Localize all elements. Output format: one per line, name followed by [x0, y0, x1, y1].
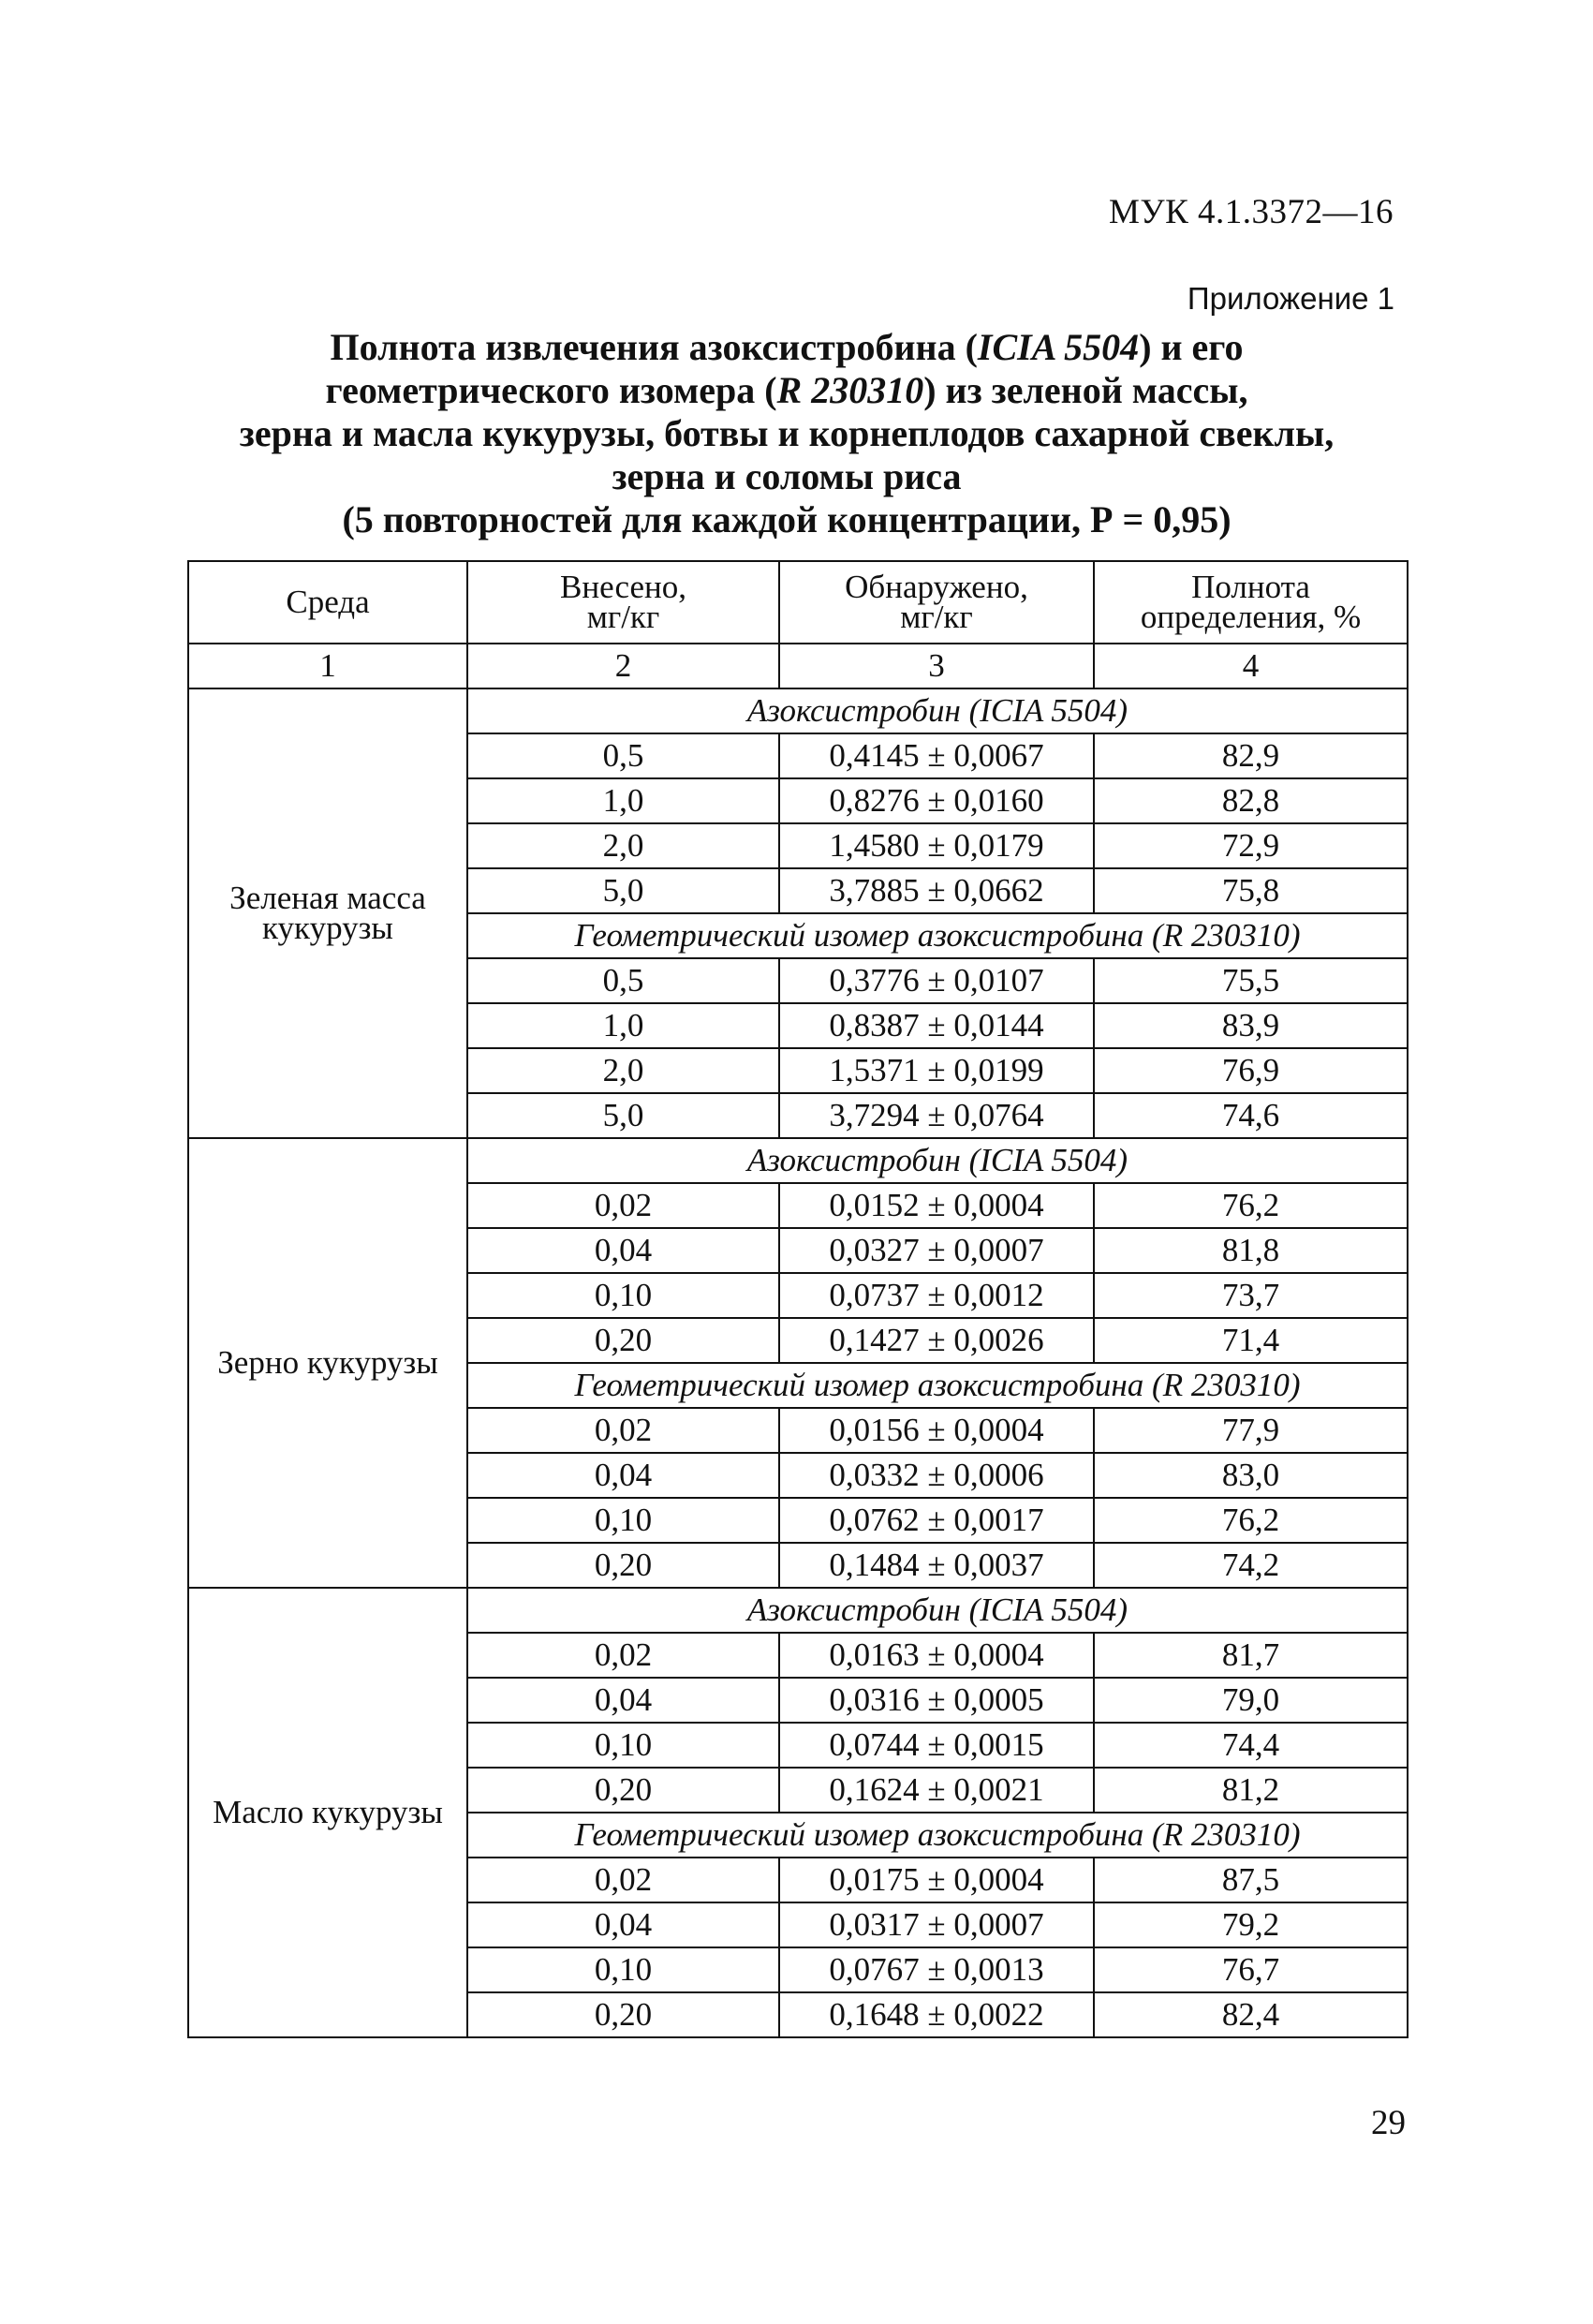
- found-cell: 0,8276 ± 0,0160: [779, 778, 1094, 823]
- subsection-label: Геометрический изомер азоксистробина (R 230310): [467, 1363, 1408, 1408]
- added-cell: 0,20: [467, 1543, 779, 1588]
- added-cell: 0,02: [467, 1858, 779, 1902]
- table-title: [150, 326, 1423, 541]
- header-medium: Среда: [188, 561, 467, 644]
- recovery-cell: 76,7: [1094, 1947, 1408, 1992]
- found-cell: 0,0327 ± 0,0007: [779, 1228, 1094, 1273]
- subsection-label: Азоксистробин (ICIA 5504): [467, 688, 1408, 733]
- subsection-label: Азоксистробин (ICIA 5504): [467, 1588, 1408, 1633]
- header-added: Внесено, мг/кг: [467, 561, 779, 644]
- title-line-4: зерна и соломы риса: [612, 455, 962, 497]
- subsection-label: Геометрический изомер азоксистробина (R 230310): [467, 913, 1408, 958]
- added-cell: 0,20: [467, 1992, 779, 2037]
- column-number: 3: [779, 644, 1094, 688]
- appendix-label: Приложение 1: [1187, 281, 1394, 316]
- found-cell: 0,0152 ± 0,0004: [779, 1183, 1094, 1228]
- found-cell: 0,0737 ± 0,0012: [779, 1273, 1094, 1318]
- found-cell: 0,1624 ± 0,0021: [779, 1768, 1094, 1813]
- header-found: Обнаружено, мг/кг: [779, 561, 1094, 644]
- found-cell: 0,0175 ± 0,0004: [779, 1858, 1094, 1902]
- recovery-cell: 81,8: [1094, 1228, 1408, 1273]
- table-body: [188, 688, 1408, 2037]
- recovery-cell: 74,6: [1094, 1093, 1408, 1138]
- added-cell: 0,04: [467, 1902, 779, 1947]
- subsection-row: [188, 688, 1408, 733]
- title-line-1: Полнота извлечения азоксистробина (ICIA 5504) и его: [330, 326, 1244, 368]
- title-line-2: геометрического изомера (R 230310) из зеленой массы,: [325, 369, 1248, 411]
- found-cell: 0,1648 ± 0,0022: [779, 1992, 1094, 2037]
- subsection-row: [188, 1588, 1408, 1633]
- added-cell: 0,10: [467, 1273, 779, 1318]
- added-cell: 0,10: [467, 1498, 779, 1543]
- recovery-cell: 82,9: [1094, 733, 1408, 778]
- added-cell: 0,04: [467, 1678, 779, 1723]
- recovery-cell: 73,7: [1094, 1273, 1408, 1318]
- found-cell: 3,7294 ± 0,0764: [779, 1093, 1094, 1138]
- medium-cell: Масло кукурузы: [188, 1588, 467, 2037]
- recovery-cell: 83,0: [1094, 1453, 1408, 1498]
- added-cell: 5,0: [467, 1093, 779, 1138]
- added-cell: 0,20: [467, 1318, 779, 1363]
- recovery-cell: 74,4: [1094, 1723, 1408, 1768]
- recovery-cell: 72,9: [1094, 823, 1408, 868]
- recovery-cell: 74,2: [1094, 1543, 1408, 1588]
- added-cell: 0,04: [467, 1453, 779, 1498]
- recovery-cell: 76,2: [1094, 1498, 1408, 1543]
- added-cell: 0,10: [467, 1723, 779, 1768]
- recovery-cell: 79,0: [1094, 1678, 1408, 1723]
- added-cell: 0,20: [467, 1768, 779, 1813]
- added-cell: 5,0: [467, 868, 779, 913]
- subsection-label: Геометрический изомер азоксистробина (R 230310): [467, 1813, 1408, 1858]
- document-code: МУК 4.1.3372—16: [1108, 193, 1394, 231]
- found-cell: 0,0317 ± 0,0007: [779, 1902, 1094, 1947]
- found-cell: 0,0767 ± 0,0013: [779, 1947, 1094, 1992]
- recovery-cell: 77,9: [1094, 1408, 1408, 1453]
- added-cell: 0,02: [467, 1183, 779, 1228]
- recovery-cell: 82,8: [1094, 778, 1408, 823]
- found-cell: 0,0316 ± 0,0005: [779, 1678, 1094, 1723]
- recovery-cell: 83,9: [1094, 1003, 1408, 1048]
- added-cell: 1,0: [467, 778, 779, 823]
- found-cell: 0,4145 ± 0,0067: [779, 733, 1094, 778]
- found-cell: 1,4580 ± 0,0179: [779, 823, 1094, 868]
- subsection-label: Азоксистробин (ICIA 5504): [467, 1138, 1408, 1183]
- added-cell: 0,02: [467, 1408, 779, 1453]
- recovery-cell: 81,7: [1094, 1633, 1408, 1678]
- found-cell: 0,8387 ± 0,0144: [779, 1003, 1094, 1048]
- added-cell: 0,10: [467, 1947, 779, 1992]
- added-cell: 0,5: [467, 733, 779, 778]
- recovery-cell: 82,4: [1094, 1992, 1408, 2037]
- recovery-cell: 71,4: [1094, 1318, 1408, 1363]
- recovery-cell: 76,9: [1094, 1048, 1408, 1093]
- found-cell: 0,0762 ± 0,0017: [779, 1498, 1094, 1543]
- medium-cell: Зеленая масса кукурузы: [188, 688, 467, 1138]
- added-cell: 2,0: [467, 823, 779, 868]
- recovery-table: [187, 560, 1409, 2038]
- title-line-3: зерна и масла кукурузы, ботвы и корнеплодов сахарной свеклы,: [239, 412, 1335, 454]
- added-cell: 0,5: [467, 958, 779, 1003]
- added-cell: 2,0: [467, 1048, 779, 1093]
- found-cell: 0,1427 ± 0,0026: [779, 1318, 1094, 1363]
- found-cell: 3,7885 ± 0,0662: [779, 868, 1094, 913]
- added-cell: 0,04: [467, 1228, 779, 1273]
- medium-cell: Зерно кукурузы: [188, 1138, 467, 1588]
- title-line-5: (5 повторностей для каждой концентрации, Р = 0,95): [342, 498, 1232, 540]
- found-cell: 0,0156 ± 0,0004: [779, 1408, 1094, 1453]
- found-cell: 0,0332 ± 0,0006: [779, 1453, 1094, 1498]
- recovery-cell: 87,5: [1094, 1858, 1408, 1902]
- recovery-cell: 81,2: [1094, 1768, 1408, 1813]
- recovery-cell: 79,2: [1094, 1902, 1408, 1947]
- column-number: 4: [1094, 644, 1408, 688]
- page-number: 29: [1371, 2104, 1406, 2142]
- added-cell: 0,02: [467, 1633, 779, 1678]
- found-cell: 0,0163 ± 0,0004: [779, 1633, 1094, 1678]
- found-cell: 0,0744 ± 0,0015: [779, 1723, 1094, 1768]
- found-cell: 0,3776 ± 0,0107: [779, 958, 1094, 1003]
- table-header-row: [188, 561, 1408, 644]
- added-cell: 1,0: [467, 1003, 779, 1048]
- column-number: 2: [467, 644, 779, 688]
- subsection-row: [188, 1138, 1408, 1183]
- recovery-cell: 76,2: [1094, 1183, 1408, 1228]
- found-cell: 1,5371 ± 0,0199: [779, 1048, 1094, 1093]
- header-recovery: Полнота определения, %: [1094, 561, 1408, 644]
- column-number: 1: [188, 644, 467, 688]
- recovery-cell: 75,8: [1094, 868, 1408, 913]
- column-number-row: [188, 644, 1408, 688]
- found-cell: 0,1484 ± 0,0037: [779, 1543, 1094, 1588]
- recovery-cell: 75,5: [1094, 958, 1408, 1003]
